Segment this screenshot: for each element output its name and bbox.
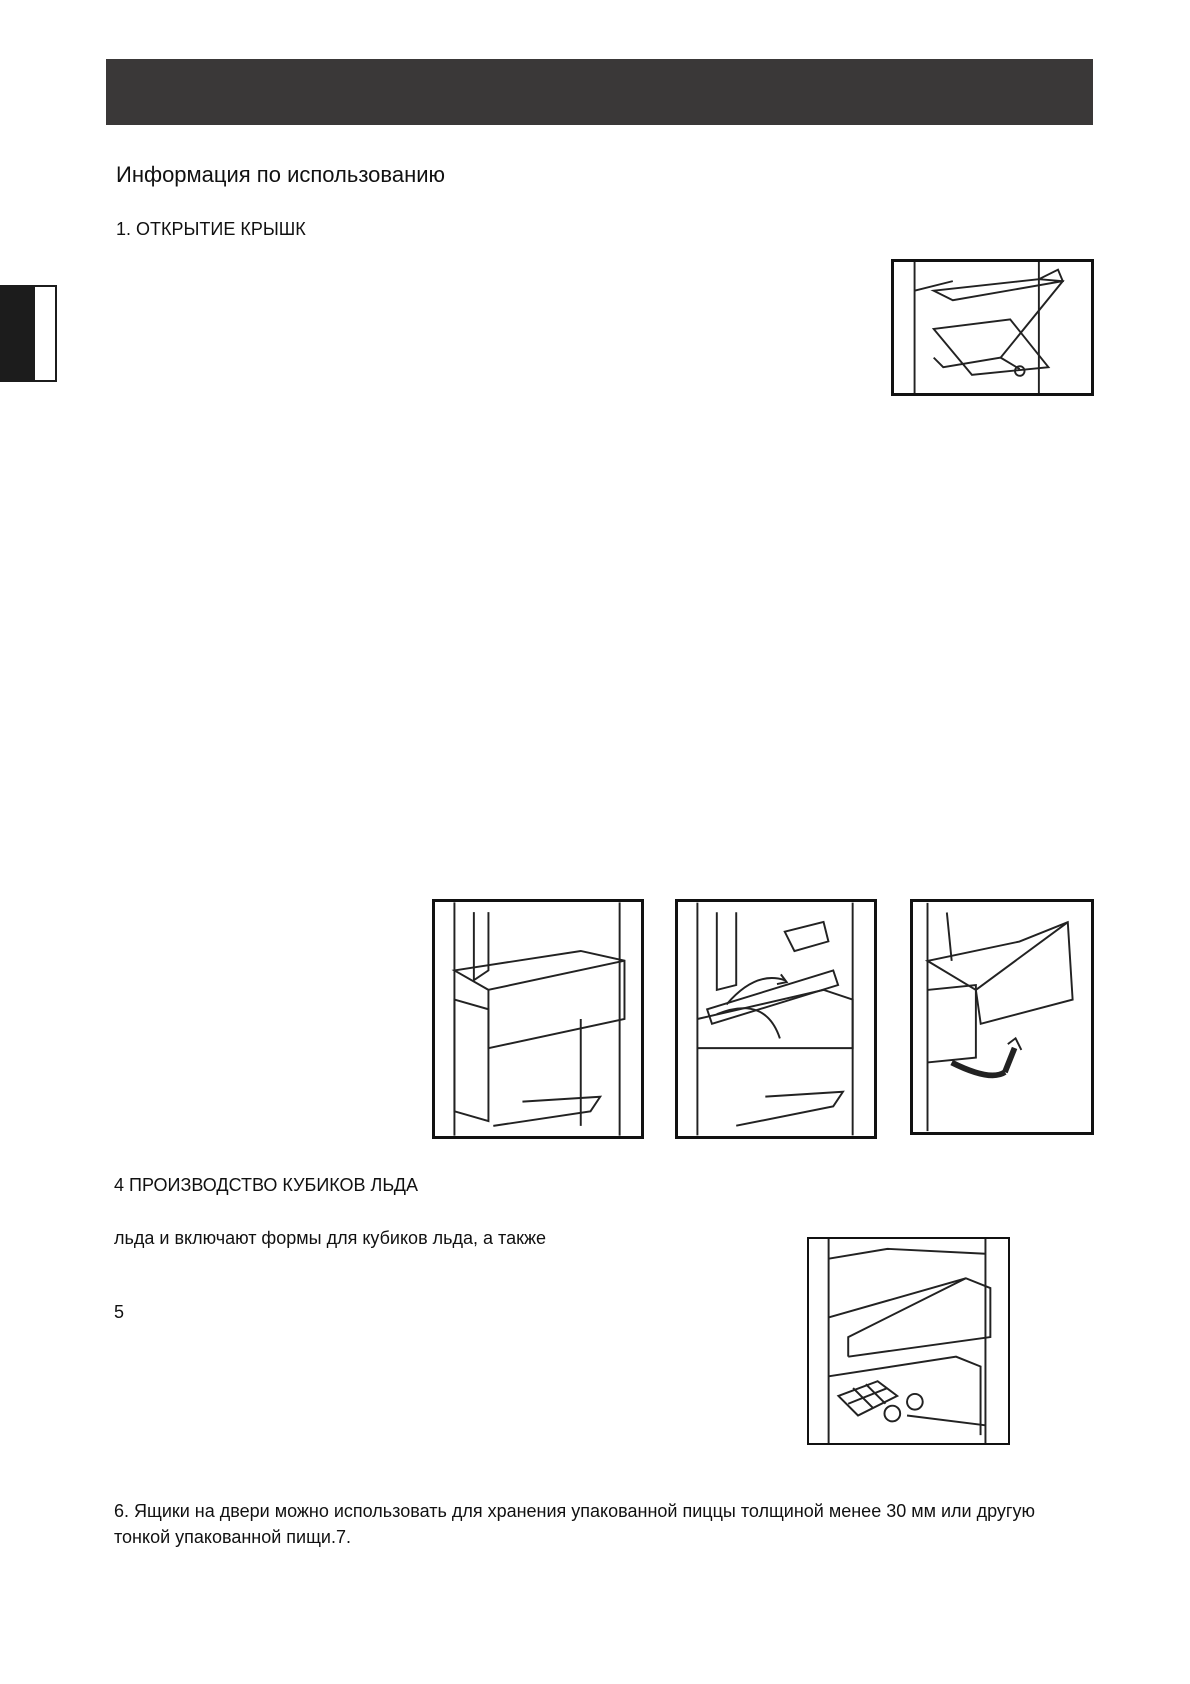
paragraph-door-drawers: 6. Ящики на двери можно использовать для хранения упакованной пиццы толщиной менее 30 мм или другую тонкой упакованной пищи.7. [114,1501,1035,1547]
drawer-step-3-figure [910,899,1094,1135]
ice-tray-figure [807,1237,1010,1445]
drawer-step-1-figure [432,899,644,1139]
language-tab [0,285,57,382]
item-5-number: 5 [114,1302,125,1322]
header-bar [106,59,1093,125]
section-title: Информация по использованию [116,162,446,187]
paragraph-ice-cubes: льда и включают формы для кубиков льда, а также [114,1228,547,1248]
lid-open-figure [891,259,1094,396]
heading-opening-lids: 1. ОТКРЫТИЕ КРЫШК [116,219,306,239]
heading-ice-cubes: 4 ПРОИЗВОДСТВО КУБИКОВ ЛЬДА [114,1175,418,1195]
drawer-step-2-figure [675,899,877,1139]
